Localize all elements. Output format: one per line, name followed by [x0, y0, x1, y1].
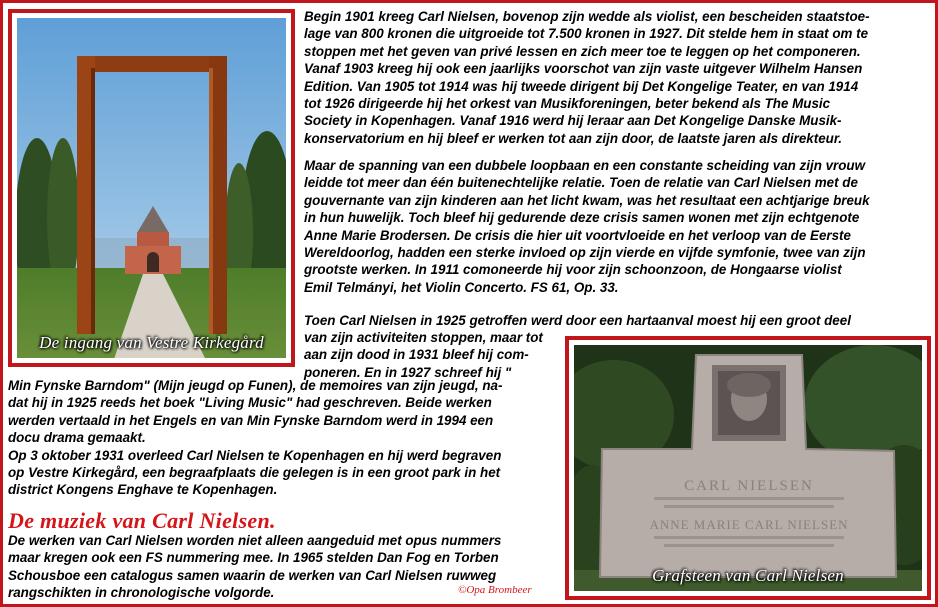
- text-line: grootste werken. In 1911 comoneerde hij voor zijn schoonzoon, de Hongaarse violist: [304, 262, 842, 278]
- text-line: aan zijn dood in 1931 bleef hij com-: [304, 347, 529, 363]
- text-line: Wereldoorlog, hadden een sterke invloed op zijn vierde en vijfde symfonie, twee van zijn: [304, 245, 866, 261]
- paragraph-heart-attack-wide: [304, 312, 851, 329]
- text-line: Anne Marie Brodersen. De crisis die hier uit voortvloeide en het verloop van de Eerste: [304, 227, 851, 243]
- paragraph-heart-attack-narrow: [304, 329, 543, 381]
- text-line: van zijn activiteiten stoppen, maar tot: [304, 330, 543, 345]
- gravestone-illustration: [574, 345, 924, 593]
- text-line: Schousboe een catalogus samen waarin de werken van Carl Nielsen ruwweg: [8, 567, 497, 583]
- text-line: Vanaf 1903 kreeg hij ook een jaarlijks voorschot van zijn vaste uitgever Wilhelm Hansen: [304, 61, 863, 77]
- text-line: De werken van Carl Nielsen worden niet alleen aangeduid met opus nummers: [8, 533, 502, 548]
- paragraph-catalogue: [8, 532, 501, 602]
- gravestone-caption: Grafsteen van Carl Nielsen: [652, 566, 844, 585]
- text-line: lage van 800 kronen die uitgroeide tot 7.500 kronen in 1927. Dit stelde hem in staat om te: [304, 26, 869, 42]
- text-line: Begin 1901 kreeg Carl Nielsen, bovenop zijn wedde als violist, een bescheiden staatstoe-: [304, 9, 870, 24]
- paragraph-marriage: [304, 157, 870, 296]
- cemetery-entrance-caption: De ingang van Vestre Kirkegård: [39, 333, 264, 352]
- text-line: docu drama gemaakt.: [8, 430, 146, 446]
- cemetery-entrance-illustration: [17, 18, 288, 360]
- copyright-signature: ©Opa Brombeer: [458, 584, 532, 596]
- text-line: Edition. Van 1905 tot 1914 was hij tweede dirigent bij Det Kongelige Teater, en van 1914: [304, 78, 859, 94]
- text-line: dat hij in 1925 reeds het boek "Living Music" had geschreven. Beide werken: [8, 395, 492, 411]
- text-line: maar kregen ook een FS nummering mee. In 1965 stelden Dan Fog en Torben: [8, 550, 499, 566]
- text-line: werden vertaald in het Engels en van Min Fynske Barndom werd in 1994 een: [8, 412, 494, 428]
- paragraph-state-grant: [304, 8, 870, 147]
- text-line: leidde tot meer dan één buitenechtelijke relatie. Toen de relatie van Carl Nielsen met de: [304, 175, 858, 191]
- text-line: poneren. En in 1927 schreef hij ": [304, 364, 512, 380]
- stone-name-1: CARL NIELSEN: [684, 478, 814, 494]
- paragraph-memoirs-death: [8, 377, 502, 499]
- text-line: stoppen met het geven van privé lessen en zich meer toe te leggen op het componeren.: [304, 43, 861, 59]
- gravestone-photo: [565, 336, 931, 600]
- text-line: Maar de spanning van een dubbele loopbaan en een constante scheiding van zijn vrouw: [304, 158, 866, 173]
- section-heading: De muziek van Carl Nielsen.: [8, 508, 276, 533]
- cemetery-entrance-photo: [8, 9, 295, 367]
- text-line: tot 1926 dirigeerde hij het orkest van Musikforeningen, beter bekend als The Music: [304, 96, 831, 112]
- text-line: Society in Kopenhagen. Vanaf 1916 werd hij leraar aan Det Kongelige Danske Musik-: [304, 113, 842, 129]
- text-line: Min Fynske Barndom" (Mijn jeugd op Funen), de memoires van zijn jeugd, na-: [8, 378, 503, 393]
- text-line: Emil Telmányi, het Violin Concerto. FS 61, Op. 33.: [304, 279, 619, 295]
- text-line: district Kongens Enghave te Kopenhagen.: [8, 482, 278, 498]
- text-line: Op 3 oktober 1931 overleed Carl Nielsen te Kopenhagen en hij werd begraven: [8, 447, 502, 463]
- text-line: op Vestre Kirkegård, een begraafplaats die gelegen is in een groot park in het: [8, 465, 501, 481]
- stone-name-2: ANNE MARIE CARL NIELSEN: [649, 517, 849, 532]
- text-line: in hun huwelijk. Toch bleef hij gedurende deze crisis samen wonen met zijn echtgenote: [304, 210, 860, 226]
- text-line: rangschikten in chronologische volgorde.: [8, 585, 275, 601]
- text-line: Toen Carl Nielsen in 1925 getroffen werd door een hartaanval moest hij een groot deel: [304, 313, 851, 328]
- text-line: konservatorium en hij bleef er werken tot aan zijn door, de laatste jaren als direkteur.: [304, 130, 843, 146]
- text-line: gouvernante van zijn kinderen aan het licht kwam, was het resultaat een achtjarige breuk: [304, 192, 870, 208]
